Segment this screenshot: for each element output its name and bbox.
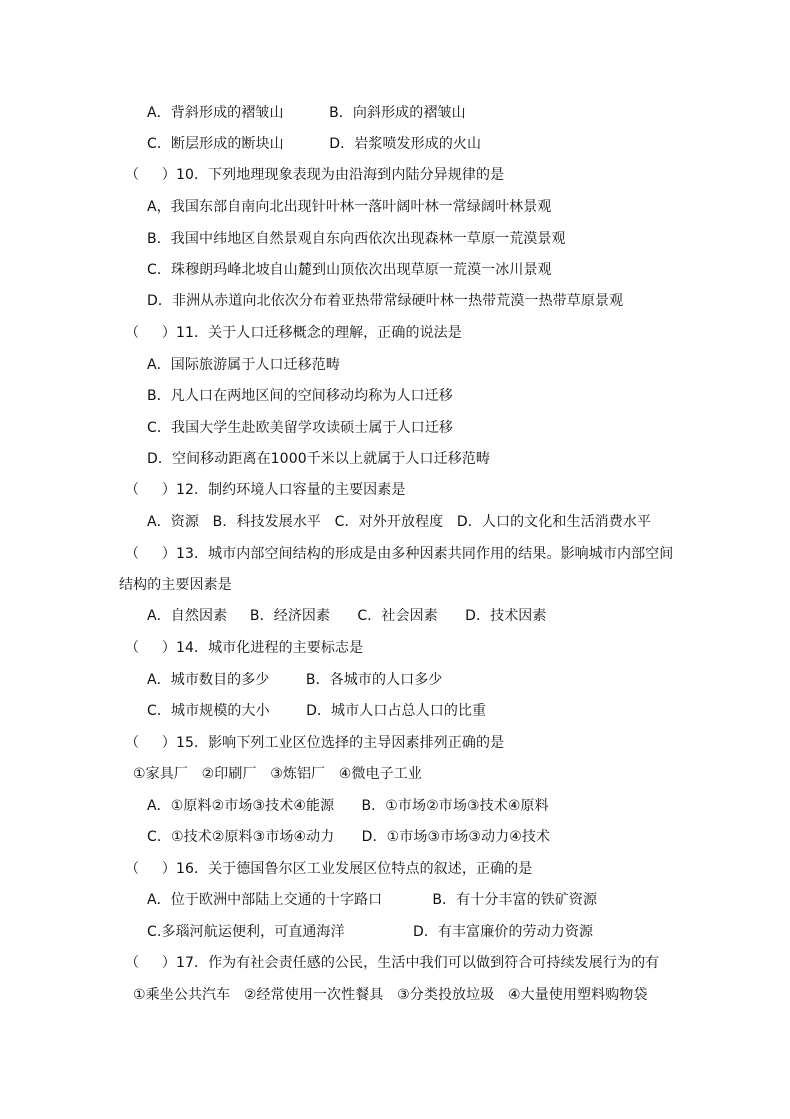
option-line: A．资源 B．科技发展水平 C．对外开放程度 D．人口的文化和生活消费水平 [147,514,652,530]
option-line: C．①技术②原料③市场④动力 D．①市场③市场③动力④技术 [147,829,551,845]
option-line: A．国际旅游属于人口迁移范畴 [147,357,340,373]
question-line: （ ）15．影响下列工业区位选择的主导因素排列正确的是 [125,735,505,751]
question-line: （ ）13．城市内部空间结构的形成是由多种因素共同作用的结果。影响城市内部空间 [125,546,674,562]
item-list-line: ①乘坐公共汽车 ②经常使用一次性餐具 ③分类投放垃圾 ④大量使用塑料购物袋 [133,987,648,1003]
option-line: A．自然因素 B．经济因素 C．社会因素 D．技术因素 [147,608,547,624]
question-line: （ ）12．制约环境人口容量的主要因素是 [125,482,406,498]
question-line: （ ）17．作为有社会责任感的公民，生活中我们可以做到符合可持续发展行为的有 [125,955,660,971]
option-line: A，我国东部自南向北出现针叶林一落叶阔叶林一常绿阔叶林景观 [147,199,552,215]
option-line: A．①原料②市场③技术④能源 B．①市场②市场③技术④原料 [147,798,549,814]
question-line: （ ）10．下列地理现象表现为由沿海到内陆分异规律的是 [125,167,505,183]
option-line: C．城市规模的大小 D．城市人口占总人口的比重 [147,703,487,719]
option-line: C．我国大学生赴欧美留学攻读硕士属于人口迁移 [147,420,453,436]
option-line: B．凡人口在两地区间的空间移动均称为人口迁移 [147,388,453,404]
option-line: C．珠穆朗玛峰北坡自山麓到山顶依次出现草原一荒漠一冰川景观 [147,262,552,278]
question-line: （ ）11．关于人口迁移概念的理解，正确的说法是 [125,325,462,341]
option-line: A．城市数目的多少 B．各城市的人口多少 [147,672,443,688]
option-line: B．我国中纬地区自然景观自东向西依次出现森林一草原一荒漠景观 [147,231,566,247]
option-line: A．位于欧洲中部陆上交通的十字路口 B．有十分丰富的铁矿资源 [147,892,598,908]
option-line: C.多瑙河航运便利，可直通海洋 D．有丰富廉价的劳动力资源 [147,924,594,940]
item-list-line: ①家具厂 ②印刷厂 ③炼铝厂 ④微电子工业 [133,766,422,782]
question-line: （ ）16．关于德国鲁尔区工业发展区位特点的叙述，正确的是 [125,861,533,877]
option-line: A．背斜形成的褶皱山 B．向斜形成的褶皱山 [147,105,466,121]
option-line: D．空间移动距离在1000千米以上就属于人口迁移范畴 [147,451,491,467]
question-line: （ ）14．城市化进程的主要标志是 [125,640,364,656]
option-line: C．断层形成的断块山 D．岩浆喷发形成的火山 [147,136,482,152]
option-line: D．非洲从赤道向北依次分布着亚热带常绿硬叶林一热带荒漠一热带草原景观 [147,293,624,309]
question-line-continued: 结构的主要因素是 [119,577,232,593]
